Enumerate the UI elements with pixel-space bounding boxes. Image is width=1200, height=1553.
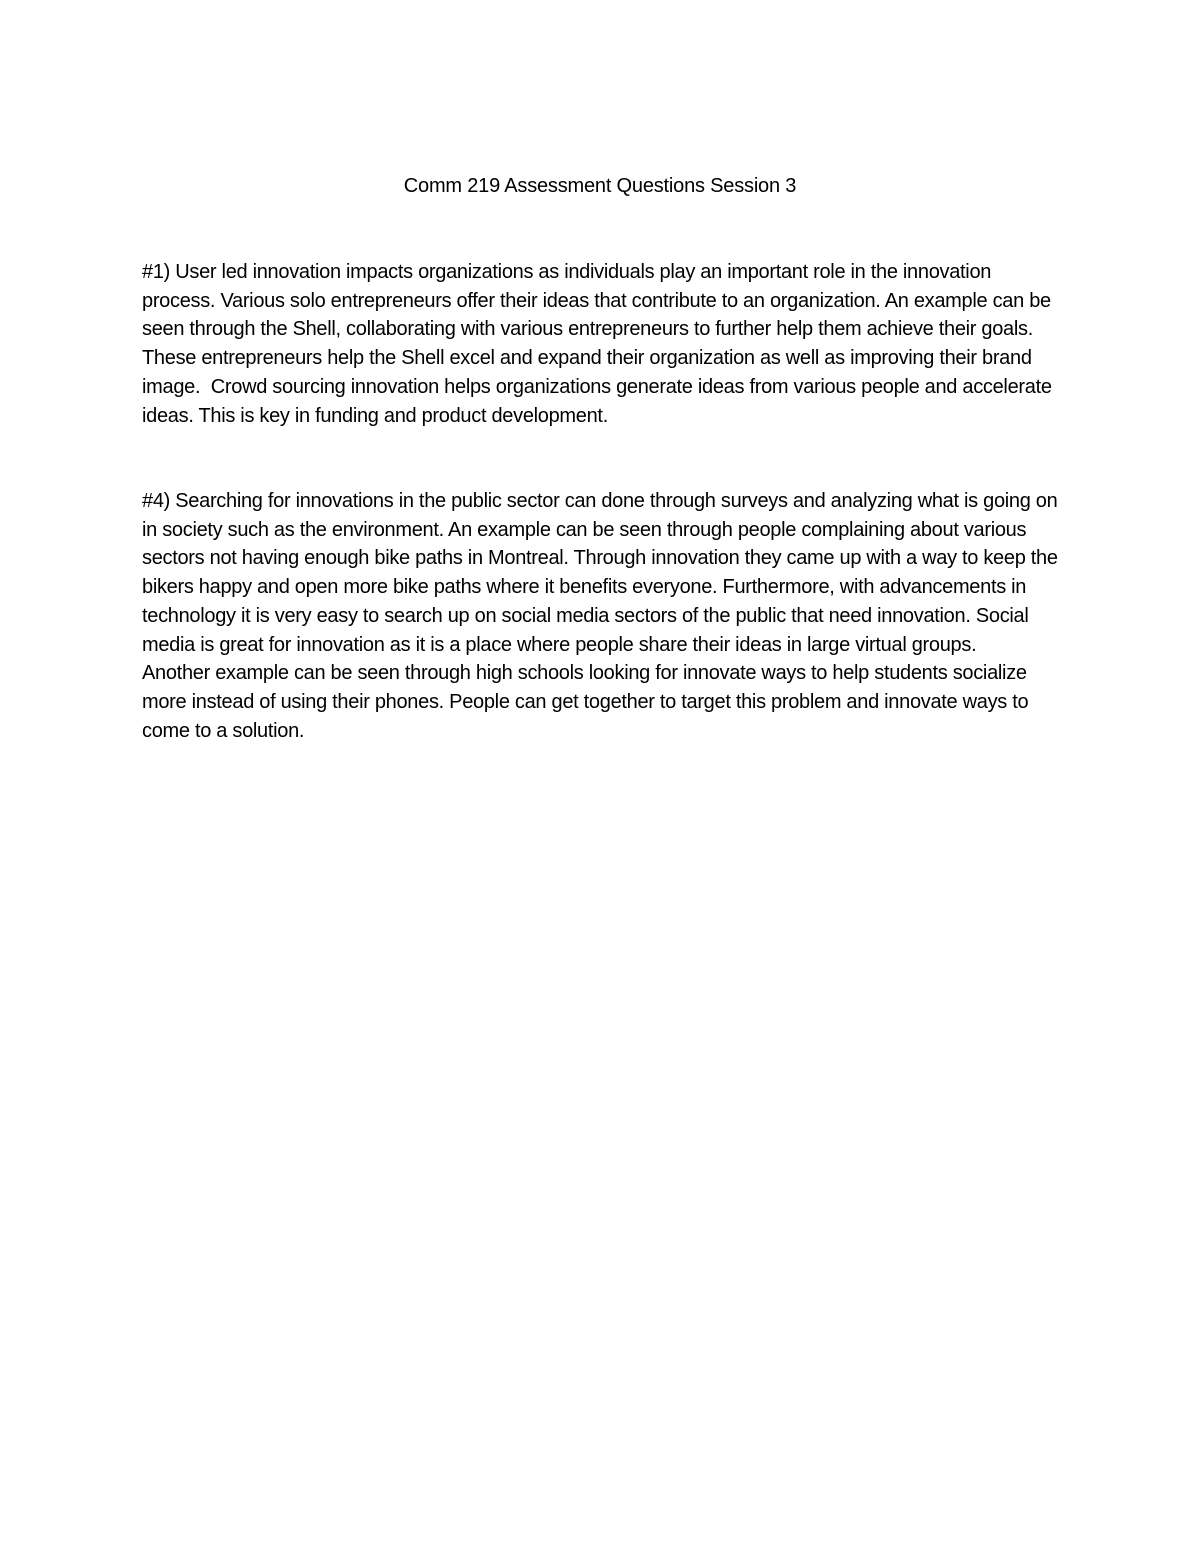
answer-4-paragraph-1: #4) Searching for innovations in the public sector can done through surveys and analyzing what is going on in society such as the environment. An example can be seen through people complaining about various sectors not having enough bike paths in Montreal. Through innovation they came up with a way to keep the bikers happy and open more bike paths where it benefits everyone. Furthermore, with advancements in technology it is very easy to search up on social media sectors of the public that need innovation. Social media is great for innovation as it is a place where people share their ideas in large virtual groups.	[142, 490, 1063, 656]
document-title: Comm 219 Assessment Questions Session 3	[403, 175, 797, 197]
answer-4-section	[142, 487, 1062, 745]
answer-4-paragraph-2: Another example can be seen through high schools looking for innovate ways to help students socialize more instead of using their phones. People can get together to target this problem and innovate ways to come to a solution.	[142, 662, 1034, 742]
answer-1-paragraph: #1) User led innovation impacts organizations as individuals play an important role in the innovation process. Various solo entrepreneurs offer their ideas that contribute to an organization. An example can be seen through the Shell, collaborating with various entrepreneurs to further help them achieve their goals. These entrepreneurs help the Shell excel and expand their organization as well as improving their brand image. Crowd sourcing innovation helps organizations generate ideas from various people and accelerate ideas. This is key in funding and product development.	[142, 261, 1057, 427]
answer-1-section	[142, 258, 1062, 430]
